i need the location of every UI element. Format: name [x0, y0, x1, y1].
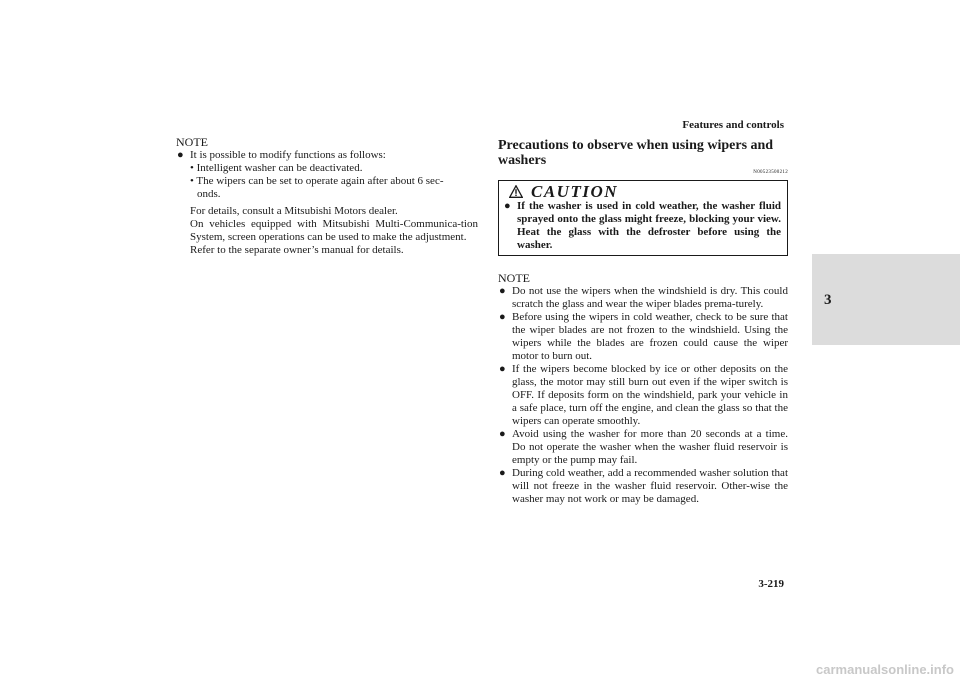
page-number: 3-219 [758, 578, 784, 590]
warning-triangle-icon [509, 185, 523, 198]
note-bullet-item [176, 149, 478, 162]
note-item-text: During cold weather, add a recommended washer solution that will not freeze in the washer fluid reservoir. Other-wise the washer may not work or may be damaged. [512, 467, 788, 505]
note-label: NOTE [498, 271, 530, 285]
note-item-text: If the wipers become blocked by ice or other deposits on the glass, the motor may still burn out even if the wiper switch is OFF. If deposits form on the windshield, park your vehicle in a safe place, turn off the engine, and clean the glass so that the wipers can operate smoothly. [512, 363, 788, 427]
note-paragraph: For details, consult a Mitsubishi Motors dealer. [190, 205, 398, 217]
caution-label: CAUTION [531, 181, 619, 201]
section-title: Precautions to observe when using wipers and washers [498, 138, 774, 168]
sub-item: • Intelligent washer can be deactivated. [190, 162, 363, 174]
watermark: carmanualsonline.info [816, 662, 954, 677]
note-paragraph: Refer to the separate owner’s manual for details. [190, 244, 404, 256]
note-bullet-item [498, 467, 788, 506]
bullet-icon: ● [504, 200, 511, 212]
chapter-tab [812, 254, 960, 345]
note-item-text: Do not use the wipers when the windshield is dry. This could scratch the glass and wear the wiper blades prema-turely. [512, 285, 788, 310]
note-item-text: Before using the wipers in cold weather, check to be sure that the wiper blades are not frozen to the windshield. Using the wipers while the blades are frozen could cause the wiper motor to burn out. [512, 311, 788, 362]
right-column [498, 138, 788, 506]
sub-item: • The wipers can be set to operate again after about 6 sec- [190, 175, 444, 187]
caution-text: If the washer is used in cold weather, the washer fluid sprayed onto the glass might freeze, blocking your view. Heat the glass with the defroster before using the washer. [517, 200, 781, 251]
bullet-icon: ● [499, 467, 506, 479]
note-item-text: Avoid using the washer for more than 20 seconds at a time. Do not operate the washer when the washer fluid reservoir is empty or the pump may fail. [512, 428, 788, 466]
note-paragraph: On vehicles equipped with Mitsubishi Multi-Communica-tion System, screen operations can be used to make the adjustment. [190, 218, 478, 243]
note-bullet-item [498, 363, 788, 428]
caution-header [503, 183, 781, 200]
left-column [176, 136, 478, 257]
caution-box [498, 180, 788, 256]
note-bullet-item [498, 285, 788, 311]
section-code: N00523500212 [753, 170, 788, 175]
caution-bullet-item [503, 200, 781, 252]
bullet-icon: ● [177, 149, 184, 161]
bullet-icon: ● [499, 311, 506, 323]
note-label: NOTE [176, 135, 208, 149]
bullet-icon: ● [499, 428, 506, 440]
note-bullet-item [498, 428, 788, 467]
sub-item-continued: onds. [197, 188, 221, 200]
chapter-number: 3 [824, 292, 832, 308]
note-bullet-text: It is possible to modify functions as follows: [190, 149, 386, 161]
page-header-title: Features and controls [682, 119, 784, 131]
bullet-icon: ● [499, 285, 506, 297]
bullet-icon: ● [499, 363, 506, 375]
note-bullet-item [498, 311, 788, 363]
